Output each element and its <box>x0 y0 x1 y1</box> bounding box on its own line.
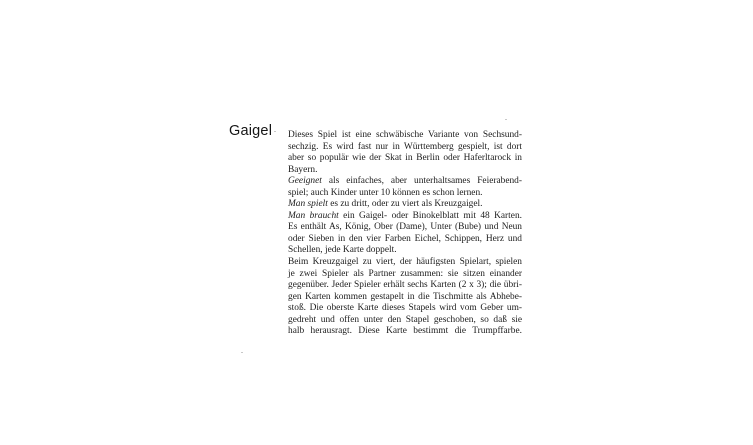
text-line-rest: Dieses Spiel ist eine schwäbische Variante von Sechsund- <box>288 130 522 140</box>
text-line <box>288 222 522 234</box>
text-line-rest: gedreht und offen unter den Stapel geschoben, so daß sie <box>288 314 522 325</box>
text-line-lead: Man braucht <box>288 210 339 221</box>
text-line-rest: es zu dritt, oder zu viert als Kreuzgaigel. <box>327 199 483 210</box>
text-line-lead: Man spielt <box>288 199 328 210</box>
text-line <box>288 303 522 315</box>
text-line <box>288 142 522 154</box>
text-line <box>288 199 522 211</box>
text-line-rest: spiel; auch Kinder unter 10 können es schon lernen. <box>288 187 483 198</box>
text-line-rest: ein Gaigel- oder Binokelblatt mit 48 Karten. <box>338 210 522 221</box>
text-line-rest: je zwei Spieler als Partner zusammen: sie sitzen einander <box>288 268 522 279</box>
text-line-rest: Bayern. <box>288 164 318 175</box>
text-line <box>288 153 522 165</box>
text-line-rest: gegenüber. Jeder Spieler erhält sechs Karten (2 x 3); die übri- <box>288 280 522 291</box>
text-line-rest: Es enthält As, König, Ober (Dame), Unter (Bube) und Neun <box>288 222 522 233</box>
text-line <box>288 315 522 327</box>
text-line <box>288 292 522 304</box>
text-line <box>288 234 522 246</box>
text-line-rest: als einfaches, aber unterhaltsames Feierabend- <box>321 176 522 187</box>
text-line-rest: Beim Kreuzgaigel zu viert, der häufigsten Spielart, spielen <box>288 257 522 268</box>
text-line <box>288 280 522 292</box>
text-line-rest: halb herausragt. Diese Karte bestimmt die Trumpffarbe. <box>288 326 522 337</box>
text-line-rest: sechzig. Es wird fast nur in Württemberg gespielt, ist dort <box>288 141 522 152</box>
text-line-rest: aber so populär wie der Skat in Berlin oder Haferltarock in <box>288 153 522 164</box>
text-line-rest: Schellen, jede Karte doppelt. <box>288 245 397 256</box>
text-line-rest: oder Sieben in den vier Farben Eichel, Schippen, Herz und <box>288 233 522 244</box>
text-line <box>288 269 522 281</box>
text-line <box>288 211 522 223</box>
scan-speck <box>505 119 507 120</box>
text-line <box>288 257 522 269</box>
text-line <box>288 176 522 188</box>
text-line <box>288 165 522 177</box>
text-line-lead: Geeignet <box>288 176 322 187</box>
text-line <box>288 188 522 200</box>
section-heading: Gaigel <box>229 123 273 139</box>
text-line <box>288 130 522 142</box>
text-line <box>288 245 522 257</box>
scan-speck <box>241 352 243 353</box>
text-line-rest: stoß. Die oberste Karte dieses Stapels wird vom Geber um- <box>288 303 522 314</box>
text-line <box>288 326 522 338</box>
body-text <box>288 130 522 338</box>
text-line-rest: gen Karten kommen gestapelt in die Tischmitte als Abhebe- <box>288 291 522 302</box>
scan-speck <box>274 131 276 132</box>
